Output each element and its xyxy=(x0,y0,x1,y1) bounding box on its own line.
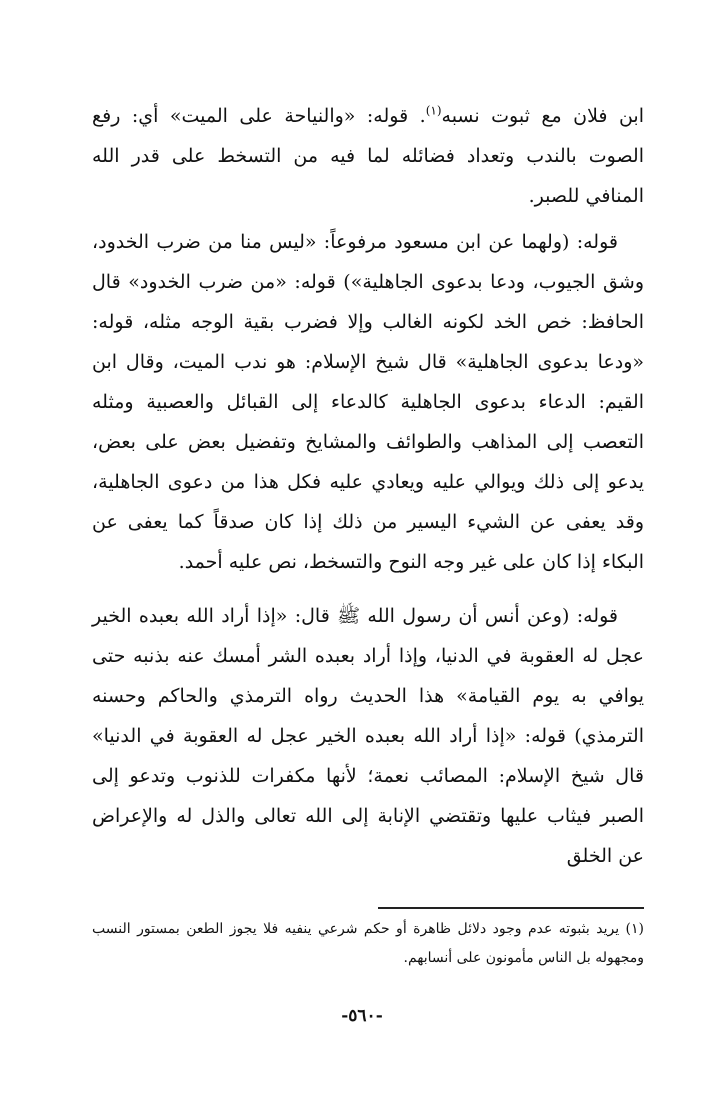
paragraph-1-start: ابن فلان مع ثبوت نسبه xyxy=(441,105,644,127)
paragraph-1 xyxy=(92,96,644,216)
footnote: (١) يريد بثبوته عدم وجود دلائل ظاهرة أو حكم شرعي ينفيه فلا يجوز الطعن بمستور النسب ومجهوله بل الناس مأمونون على أنسابهم. xyxy=(92,921,644,966)
paragraph-1-rest: . قوله: «والنياحة على الميت» أي: رفع الصوت بالندب وتعداد فضائله لما فيه من التسخط على قدر الله المنافي للصبر. xyxy=(92,105,644,207)
footnote-reference: (١) xyxy=(425,103,442,118)
footnote-divider xyxy=(378,907,644,909)
paragraph-3: قوله: (وعن أنس أن رسول الله ﷺ قال: «إذا أراد الله بعبده الخير عجل له العقوبة في الدنيا، وإذا أراد بعبده الشر أمسك عنه بذنبه حتى يوافي به يوم القيامة» هذا الحديث رواه الترمذي والحاكم وحسنه الترمذي) قوله: «إذا أراد الله بعبده الخير عجل له العقوبة في الدنيا» قال شيخ الإسلام: المصائب نعمة؛ لأنها مكفرات للذنوب وتدعو إلى الصبر فيثاب عليها وتقتضي الإنابة إلى الله تعالى والذل له والإعراض عن الخلق xyxy=(92,605,644,867)
page-number: -٥٦٠- xyxy=(341,1006,383,1026)
main-text xyxy=(92,96,644,890)
paragraph-2: قوله: (ولهما عن ابن مسعود مرفوعاً: «ليس منا من ضرب الخدود، وشق الجيوب، ودعا بدعوى الجاهلية») قوله: «من ضرب الخدود» قال الحافظ: خص الخد لكونه الغالب وإلا فضرب بقية الوجه مثله، قوله: «ودعا بدعوى الجاهلية» قال شيخ الإسلام: هو ندب الميت، وقال ابن القيم: الدعاء بدعوى الجاهلية كالدعاء إلى القبائل والعصبية ومثله التعصب إلى المذاهب والطوائف والمشايخ وتفضيل بعض على بعض، يدعو إلى ذلك ويوالي عليه ويعادي عليه فكل هذا من دعوى الجاهلية، وقد يعفى عن الشيء اليسير من ذلك إذا كان صدقاً كما يعفى عن البكاء إذا كان على غير وجه النوح والتسخط، نص عليه أحمد. xyxy=(92,231,644,573)
